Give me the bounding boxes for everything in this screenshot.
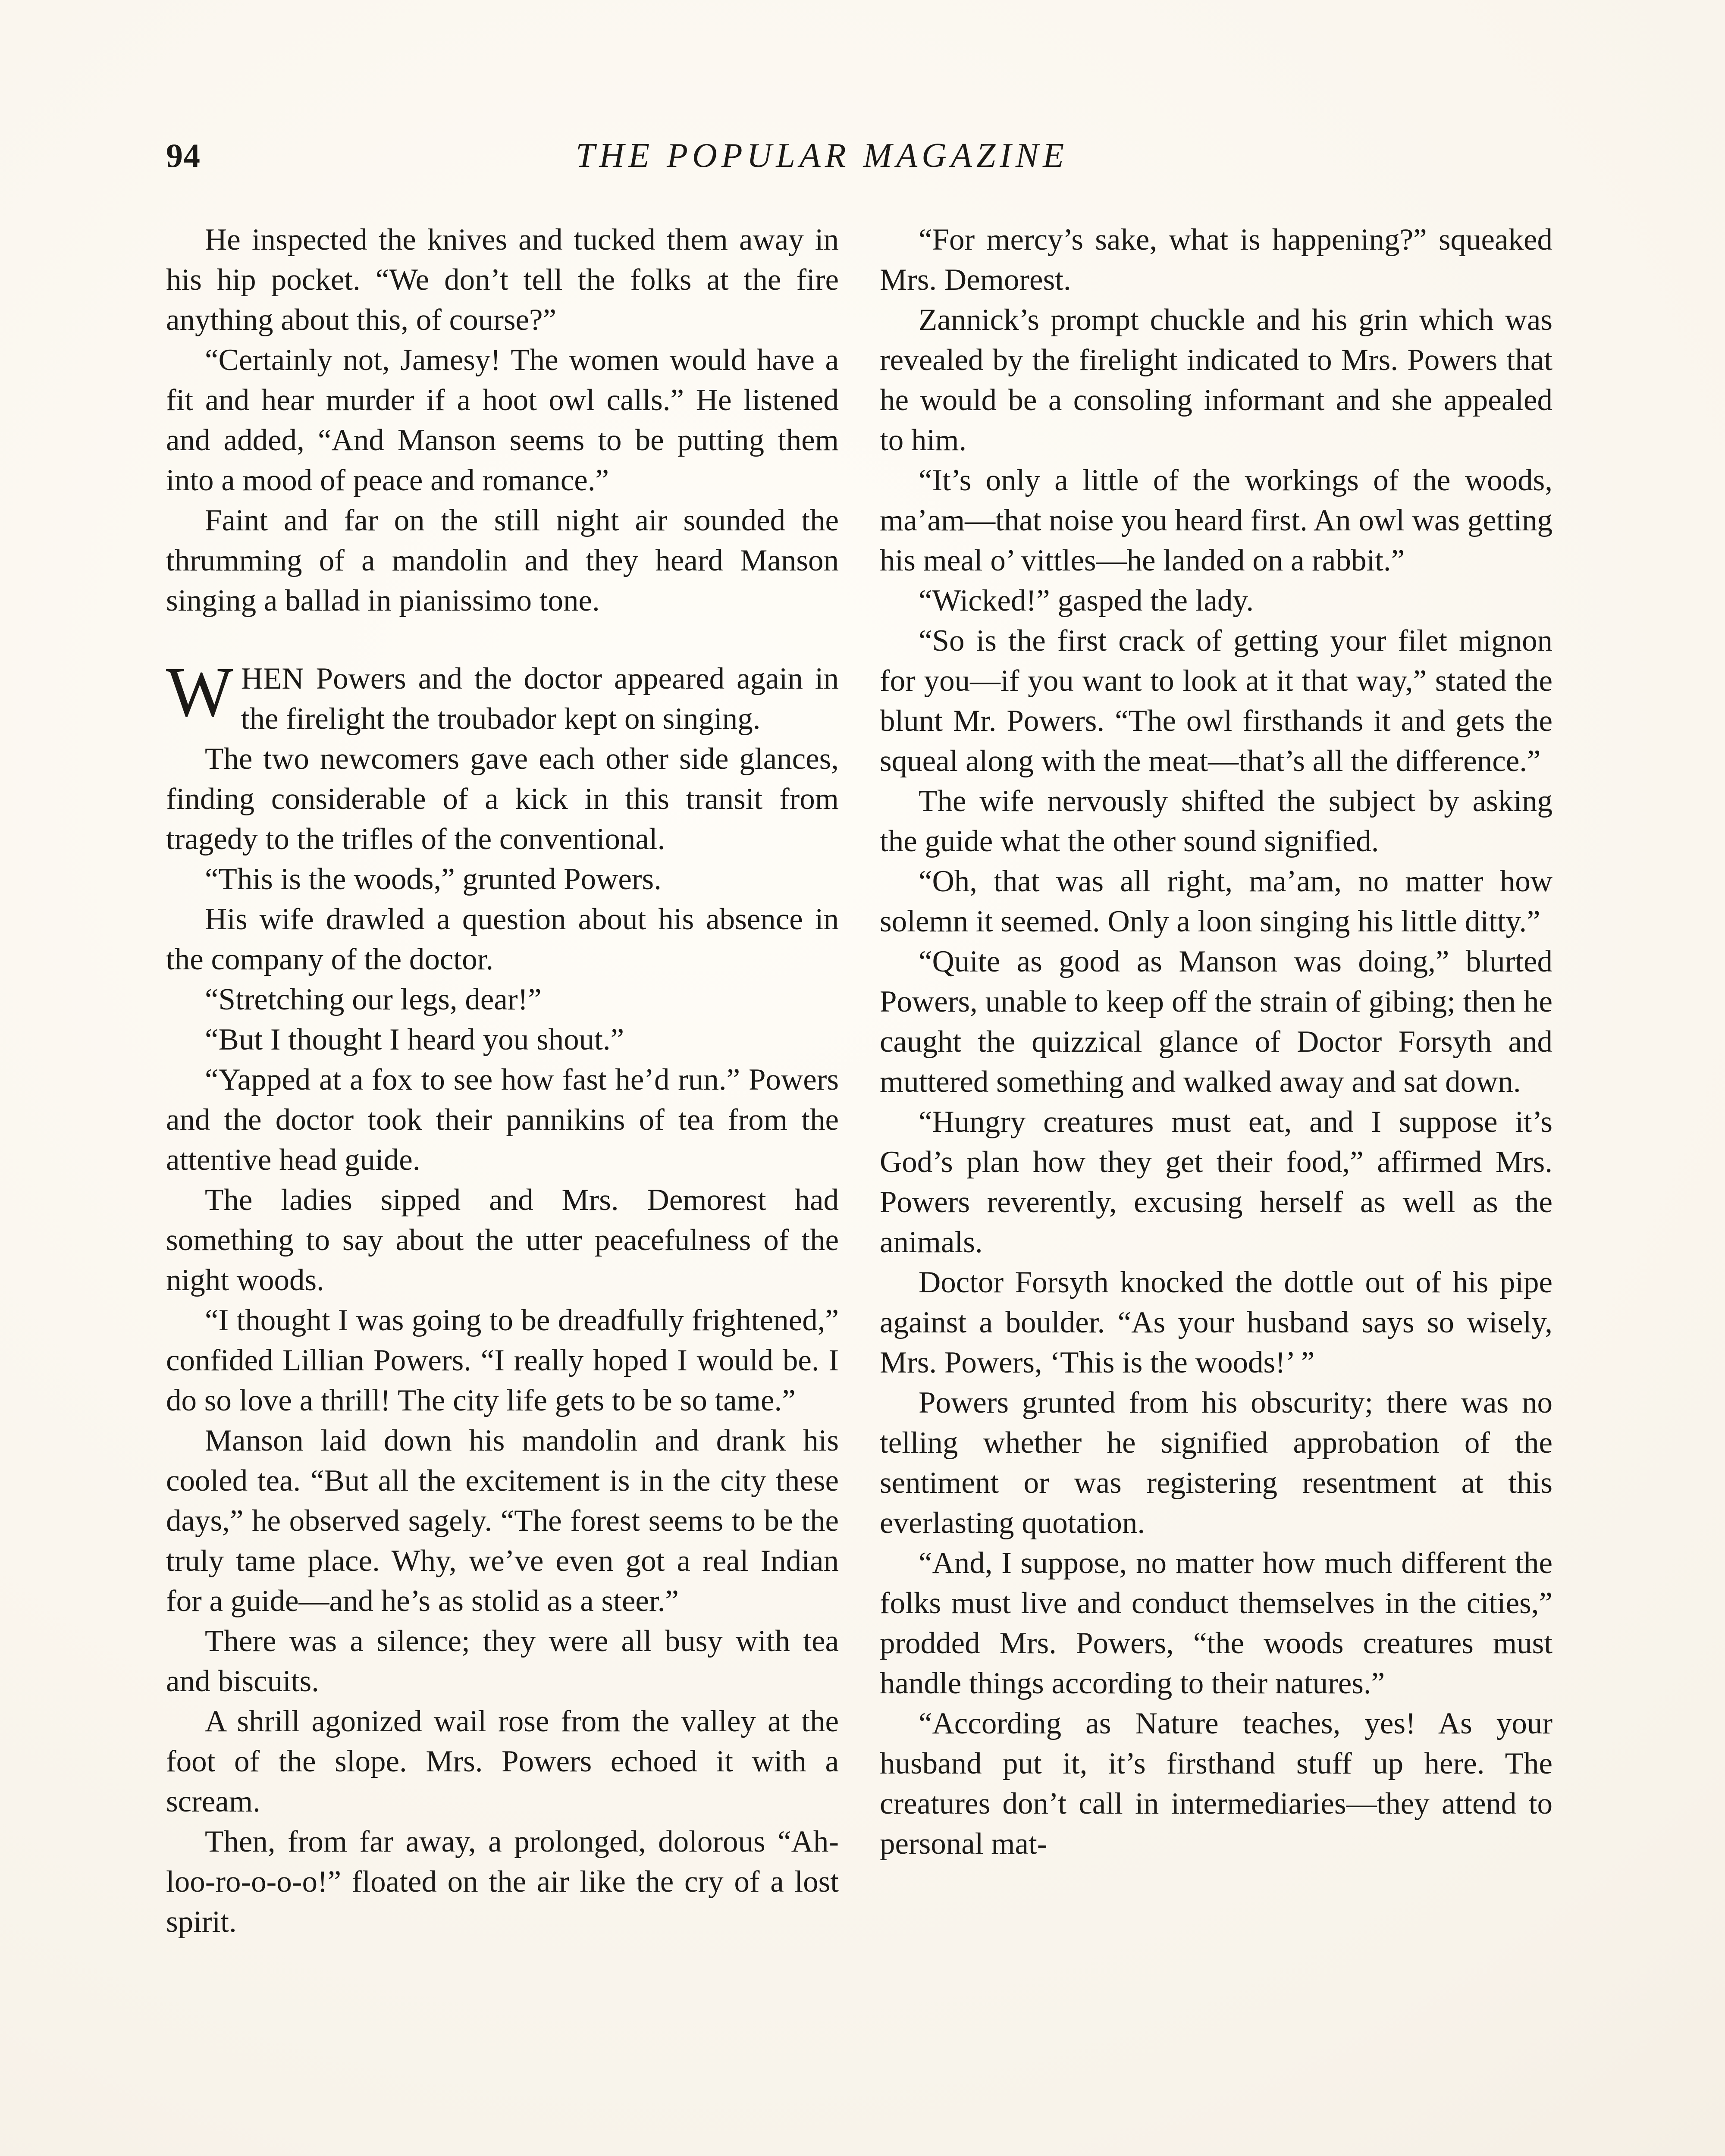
left-paragraph-16: Then, from far away, a prolonged, dolorous “Ah-loo-ro-o-o-o!” floated on the air like the cry of a lost spirit.	[166, 1825, 839, 1939]
left-paragraph-5: The two newcomers gave each other side glances, finding considerable of a kick in this transit from tragedy to the trifles of the conventional.	[166, 742, 839, 856]
right-paragraph-8: “Quite as good as Manson was doing,” blurted Powers, unable to keep off the strain of gibing; then he caught the quizzical glance of Doctor Forsyth and muttered something and walked away and sat down.	[880, 945, 1552, 1099]
right-paragraph-5: “So is the first crack of getting your filet mignon for you—if you want to look at it that way,” stated the blunt Mr. Powers. “The owl firsthands it and gets the squeal along with the meat—that’s all the difference.”	[880, 624, 1552, 778]
drop-cap: W	[166, 652, 233, 731]
left-paragraph-14: There was a silence; they were all busy with tea and biscuits.	[166, 1624, 839, 1698]
right-paragraph-2: Zannick’s prompt chuckle and his grin which was revealed by the firelight indicated to Mrs. Powers that he would be a consoling informant and she appealed to him.	[880, 303, 1552, 457]
running-title: THE POPULAR MAGAZINE	[576, 137, 1069, 175]
right-paragraph-1: “For mercy’s sake, what is happening?” squeaked Mrs. Demorest.	[880, 223, 1552, 297]
left-paragraph-8: “Stretching our legs, dear!”	[205, 983, 542, 1016]
left-paragraph-7: His wife drawled a question about his absence in the company of the doctor.	[166, 903, 839, 976]
right-paragraph-3: “It’s only a little of the workings of the woods, ma’am—that noise you heard first. An owl was getting his meal o’ vittles—he landed on a rabbit.”	[880, 464, 1552, 577]
left-paragraph-9: “But I thought I heard you shout.”	[205, 1023, 624, 1056]
left-paragraph-6: “This is the woods,” grunted Powers.	[205, 862, 662, 896]
right-paragraph-13: “According as Nature teaches, yes! As your husband put it, it’s firsthand stuff up here. The creatures don’t call in intermediaries—they attend to personal mat-	[880, 1707, 1552, 1861]
section-break	[166, 621, 839, 659]
left-paragraph-12: “I thought I was going to be dreadfully frightened,” confided Lillian Powers. “I really hoped I would be. I do so love a thrill! The city life gets to be so tame.”	[166, 1304, 839, 1417]
page-header	[166, 129, 1559, 185]
left-paragraph-13: Manson laid down his mandolin and drank his cooled tea. “But all the excitement is in the city these days,” he observed sagely. “The forest seems to be the truly tame place. Why, we’ve even got a real Indian for a guide—and he’s as stolid as a steer.”	[166, 1424, 839, 1618]
right-paragraph-12: “And, I suppose, no matter how much different the folks must live and conduct themselves in the cities,” prodded Mrs. Powers, “the woods creatures must handle things according to their natures.”	[880, 1546, 1552, 1700]
left-column	[166, 220, 839, 2156]
right-paragraph-10: Doctor Forsyth knocked the dottle out of his pipe against a boulder. “As your husband says so wisely, Mrs. Powers, ‘This is the woods!’ ”	[880, 1266, 1552, 1379]
section-opening-text: HEN Powers and the doctor appeared again in the firelight the troubador kept on singing.	[241, 662, 839, 736]
left-paragraph-2: “Certainly not, Jamesy! The women would have a fit and hear murder if a hoot owl calls.” He listened and added, “And Manson seems to be putting them into a mood of peace and romance.”	[166, 343, 839, 497]
right-paragraph-11: Powers grunted from his obscurity; there was no telling whether he signified approbation of the sentiment or was registering resentment at this everlasting quotation.	[880, 1386, 1552, 1540]
right-column	[880, 220, 1552, 2156]
right-paragraph-7: “Oh, that was all right, ma’am, no matter how solemn it seemed. Only a loon singing his little ditty.”	[880, 865, 1552, 938]
left-paragraph-10: “Yapped at a fox to see how fast he’d run.” Powers and the doctor took their pannikins of tea from the attentive head guide.	[166, 1063, 839, 1177]
page-number: 94	[166, 137, 201, 174]
right-paragraph-4: “Wicked!” gasped the lady.	[919, 584, 1254, 617]
right-paragraph-9: “Hungry creatures must eat, and I suppose it’s God’s plan how they get their food,” affirmed Mrs. Powers reverently, excusing herself as well as the animals.	[880, 1105, 1552, 1259]
right-paragraph-6: The wife nervously shifted the subject by asking the guide what the other sound signified.	[880, 784, 1552, 858]
left-paragraph-1: He inspected the knives and tucked them away in his hip pocket. “We don’t tell the folks at the fire anything about this, of course?”	[166, 223, 839, 337]
left-paragraph-11: The ladies sipped and Mrs. Demorest had something to say about the utter peacefulness of the night woods.	[166, 1183, 839, 1297]
section-opening-paragraph	[166, 652, 839, 739]
left-paragraph-3: Faint and far on the still night air sounded the thrumming of a mandolin and they heard Manson singing a ballad in pianissimo tone.	[166, 504, 839, 617]
left-paragraph-15: A shrill agonized wail rose from the valley at the foot of the slope. Mrs. Powers echoed it with a scream.	[166, 1705, 839, 1818]
